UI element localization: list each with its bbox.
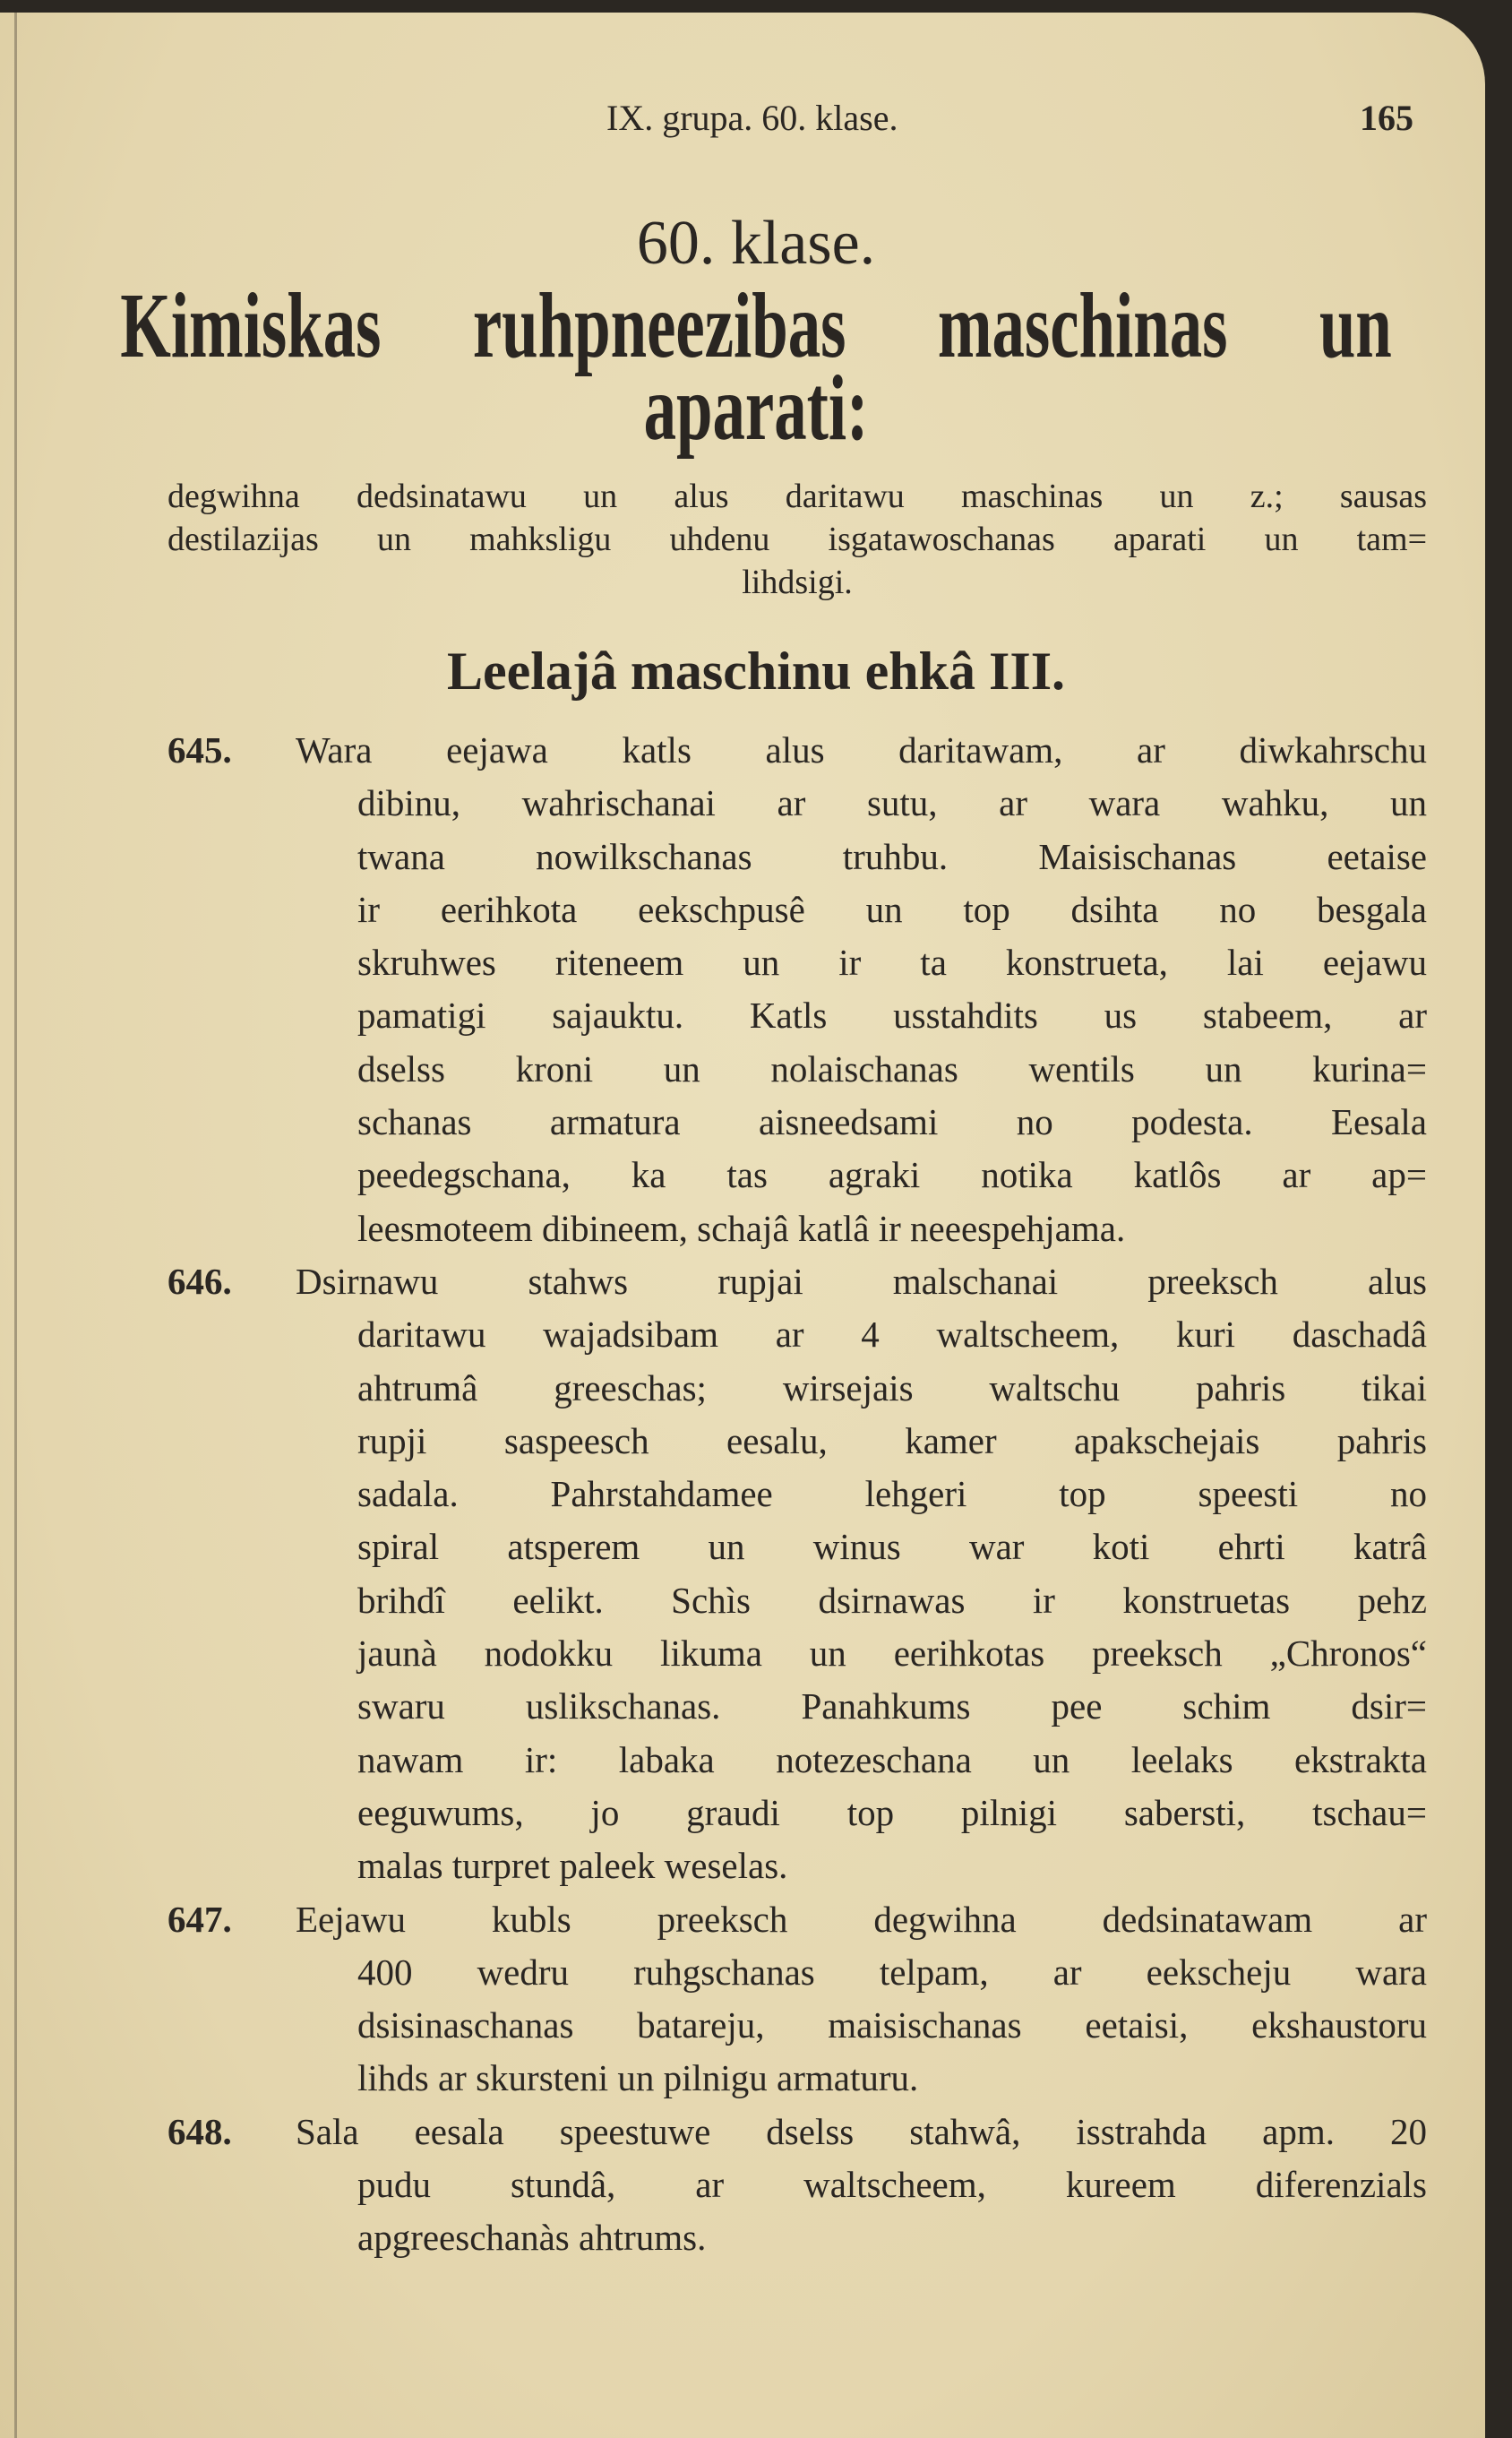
chapter-title	[120, 274, 1392, 460]
entry-line: daritawu wajadsibam ar 4 waltscheem, kuri daschadâ	[357, 1314, 1427, 1356]
entry-line: peedegschana, ka tas agraki notika katlôs ar ap=	[357, 1154, 1427, 1196]
entry-line: Sala eesala speestuwe dselss stahwâ, isstrahda apm. 20	[296, 2110, 1427, 2152]
entry-line: lihds ar skursteni un pilnigu armaturu.	[357, 2057, 919, 2099]
entry-line: skruhwes riteneem un ir ta konstrueta, lai eejawu	[357, 942, 1427, 984]
running-title: IX. grupa. 60. klase.	[606, 98, 898, 138]
description-line: lihdsigi.	[742, 564, 853, 601]
entry-line: ir eerihkota eekschpusê un top dsihta no besgala	[357, 888, 1427, 930]
entry-line: 400 wedru ruhgschanas telpam, ar eekscheju wara	[357, 1951, 1427, 1993]
entry-line: swaru uslikschanas. Panahkums pee schim dsir=	[357, 1685, 1427, 1727]
entry-line: Wara eejawa katls alus daritawam, ar diwkahrschu	[296, 729, 1427, 771]
entry-number: 646.	[168, 1260, 232, 1302]
entry-line: nawam ir: labaka notezeschana un leelaks ekstrakta	[357, 1738, 1427, 1780]
entry-line: Dsirnawu stahws rupjai malschanai preeksch alus	[296, 1260, 1427, 1302]
entry-line: leesmoteem dibineem, schajâ katlâ ir neeespehjama.	[357, 1207, 1126, 1249]
entry-line: Eejawu kubls preeksch degwihna dedsinatawam ar	[296, 1898, 1427, 1940]
entry-line: ahtrumâ greeschas; wirsejais waltschu pahris tikai	[357, 1366, 1427, 1409]
entry-line: eeguwums, jo graudi top pilnigi sabersti, tschau=	[357, 1791, 1427, 1833]
entry-number: 648.	[168, 2110, 232, 2152]
title-line: Kimiskas ruhpneezibas maschinas un	[120, 274, 1392, 377]
entry-line: sadala. Pahrstahdamee lehgeri top speesti no	[357, 1473, 1427, 1515]
entry-line: dselss kroni un nolaischanas wentils un kurina=	[357, 1047, 1427, 1090]
title-line: aparati:	[643, 357, 869, 460]
catalog-entry	[168, 2106, 1427, 2265]
entry-line: dsisinaschanas batareju, maisischanas eetaisi, ekshaustoru	[357, 2004, 1427, 2046]
entry-line: jaunà nodokku likuma un eerihkotas preeksch „Chronos“	[357, 1633, 1427, 1675]
page-number: 165	[1360, 98, 1413, 138]
catalog-entry	[168, 1893, 1427, 2106]
entry-line: rupji saspeesch eesalu, kamer apakschejais pahris	[357, 1419, 1427, 1461]
class-heading: 60. klase.	[636, 209, 876, 278]
description-line: destilazijas un mahksligu uhdenu isgatawoschanas aparati un tam=	[168, 521, 1427, 558]
running-header	[0, 97, 1485, 142]
entry-line: malas turpret paleek weselas.	[357, 1845, 788, 1887]
entry-line: spiral atsperem un winus war koti ehrti katrâ	[357, 1526, 1427, 1568]
binding-edge	[14, 13, 17, 2438]
entry-line: brihdî eelikt. Schìs dsirnawas ir konstruetas pehz	[357, 1579, 1427, 1621]
description-line: degwihna dedsinatawu un alus daritawu maschinas un z.; sausas	[168, 478, 1427, 515]
entry-line: dibinu, wahrischanai ar sutu, ar wara wahku, un	[357, 782, 1427, 824]
entry-line: schanas armatura aisneedsami no podesta. Eesala	[357, 1101, 1427, 1143]
entry-line: pudu stundâ, ar waltscheem, kureem diferenzials	[357, 2164, 1427, 2206]
entry-number: 645.	[168, 729, 232, 771]
catalog-entry	[168, 724, 1427, 1255]
section-heading: Leelajâ maschinu ehkâ III.	[446, 642, 1066, 701]
entry-line: apgreeschanàs ahtrums.	[357, 2217, 707, 2259]
entries-list	[168, 724, 1427, 2265]
catalog-entry	[168, 1255, 1427, 1893]
entry-line: twana nowilkschanas truhbu. Maisischanas eetaise	[357, 835, 1427, 877]
class-description	[168, 475, 1427, 604]
entry-line: pamatigi sajauktu. Katls usstahdits us stabeem, ar	[357, 995, 1427, 1037]
entry-number: 647.	[168, 1898, 232, 1940]
